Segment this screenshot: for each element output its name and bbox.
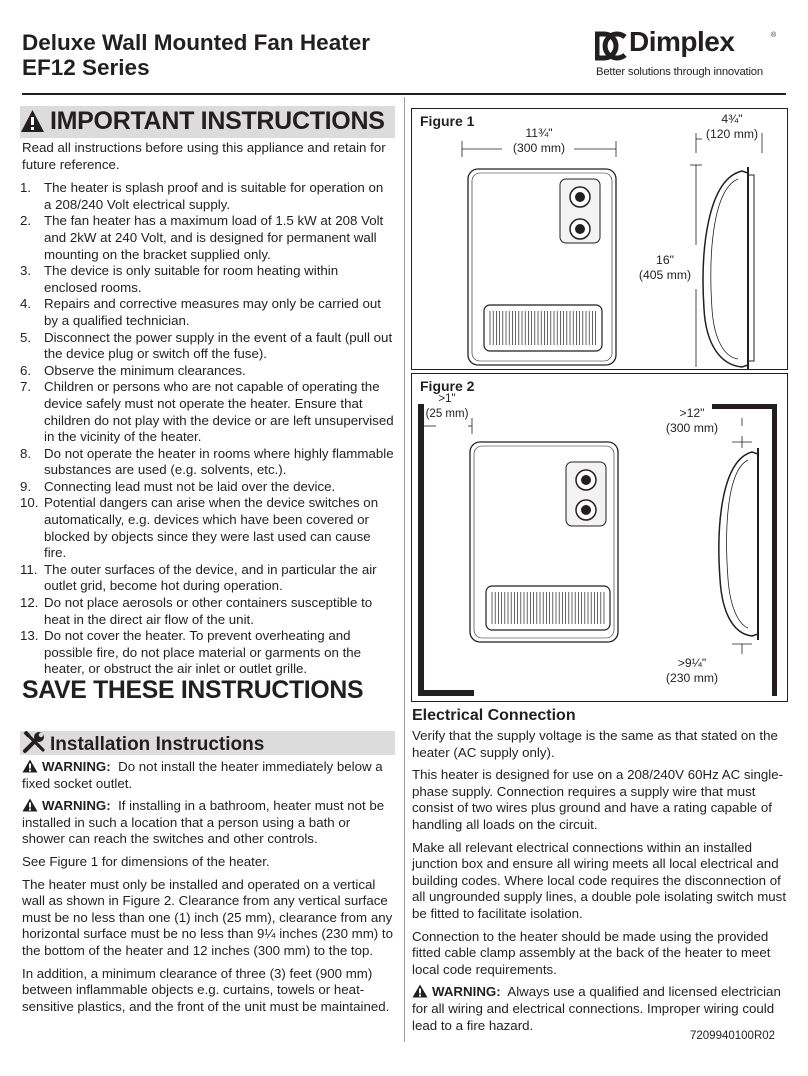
instruction-text: The heater is splash proof and is suitable for operation on a 208/240 Volt electrical supply. xyxy=(44,180,384,212)
instruction-number: 9. xyxy=(20,478,32,494)
figure-1-width-mm: (300 mm) xyxy=(512,141,566,155)
warning-label: WARNING: xyxy=(42,759,111,774)
installation-body xyxy=(22,759,394,1021)
warning-2-text: If installing in a bathroom, heater must not be installed in such a location that a person using a bath or shower can reach the switches and other controls. xyxy=(22,798,385,847)
instruction-number: 12. xyxy=(20,595,39,611)
instruction-number: 10. xyxy=(20,495,39,511)
electrical-body xyxy=(412,728,788,1040)
warning-triangle-icon xyxy=(22,798,38,812)
figure-2-side-mm: (25 mm) xyxy=(425,408,469,420)
document-code: 7209940100R02 xyxy=(690,1030,776,1042)
installation-para-1: See Figure 1 for dimensions of the heater. xyxy=(22,853,270,869)
figure-1-height-mm: (405 mm) xyxy=(638,268,692,282)
instruction-item xyxy=(22,479,394,496)
installation-para-3: In addition, a minimum clearance of three (3) feet (900 mm) between inflammable objects e.g. curtains, towels or heat-sensitive plastics, and the front of the unit must be maintained. xyxy=(22,965,390,1014)
figure-2-bottom-clearance xyxy=(662,656,722,686)
instruction-item xyxy=(22,296,394,329)
figure-2-side-in: >1" xyxy=(438,393,456,405)
electrical-para-3: Make all relevant electrical connections within an installed junction box and ensure all wiring meets all local electrical and building codes. Where local code requires the disconnection of all ungrounded supply lines, a double pole isolating switch must be fitted to facilitate isolation. xyxy=(412,839,787,921)
installation-heading-bar xyxy=(20,731,395,755)
instruction-item xyxy=(22,446,394,479)
important-heading: IMPORTANT INSTRUCTIONS xyxy=(50,107,385,135)
instruction-item xyxy=(22,562,394,595)
instruction-text: The fan heater has a maximum load of 1.5 kW at 208 Volt and 2kW at 240 Volt, and is designed for permanent wall mounting on the bracket supplied only. xyxy=(44,213,384,262)
instruction-item xyxy=(22,363,394,380)
electrical-para-2: This heater is designed for use on a 208/240V 60Hz AC single-phase supply. Connection requires a supply wire that must consist of two wires plus ground and have a rating capable of handling all loads on the circuit. xyxy=(412,767,784,832)
figure-2-top-in: >12" xyxy=(679,406,705,420)
warning-label: WARNING: xyxy=(42,798,111,814)
instruction-number: 2. xyxy=(20,213,32,229)
document-title xyxy=(22,30,370,80)
figure-1-width xyxy=(508,126,570,156)
warning-triangle-icon xyxy=(22,759,38,773)
important-list xyxy=(22,180,394,678)
instruction-item xyxy=(22,628,394,678)
figure-1-drawing xyxy=(412,109,787,369)
brand-name: Dimplex xyxy=(629,26,735,57)
save-instructions-heading: SAVE THESE INSTRUCTIONS xyxy=(22,677,364,704)
warning-triangle-icon xyxy=(20,109,45,133)
electrical-heading: Electrical Connection xyxy=(412,707,576,724)
instruction-item xyxy=(22,330,394,363)
instruction-item xyxy=(22,213,394,263)
instruction-item xyxy=(22,595,394,628)
warning-label: WARNING: xyxy=(432,984,501,1000)
figure-2 xyxy=(411,373,788,702)
installation-heading: Installation Instructions xyxy=(50,734,265,755)
instruction-text: Disconnect the power supply in the event of a fault (pull out the device plug or switch off the fuse). xyxy=(44,329,393,362)
instruction-number: 4. xyxy=(20,296,32,312)
figure-2-side-clearance xyxy=(420,392,474,422)
header-rule xyxy=(22,93,786,95)
instruction-text: Children or persons who are not capable of operating the device safely must not operate the heater. Ensure that children do not play with the device or are left unsupervised in the vicinity of the heater. xyxy=(44,379,394,445)
figure-1-width-in: 11¾" xyxy=(525,126,553,140)
figure-1-depth xyxy=(698,112,766,142)
instruction-number: 11. xyxy=(20,561,38,577)
installation-para-2: The heater must only be installed and operated on a vertical wall as shown in Figure 2. Clearance from any vertical surface must be no less than one (1) inch (25 mm), clearance from any horizontal surface must be no less than 9¼ inches (230 mm) to the bottom of the heater and 12 inches (300 mm) to the top. xyxy=(22,876,394,958)
instruction-number: 13. xyxy=(20,628,39,644)
installation-warning-2 xyxy=(22,798,394,848)
figure-2-bottom-mm: (230 mm) xyxy=(665,671,719,685)
warning-triangle-icon xyxy=(412,984,428,998)
dimplex-logo xyxy=(595,28,780,80)
figure-1-depth-in: 4¾" xyxy=(721,112,743,126)
instruction-item xyxy=(22,180,394,213)
instruction-number: 6. xyxy=(20,362,32,378)
tools-icon xyxy=(22,731,48,755)
instruction-item xyxy=(22,495,394,561)
important-heading-bar xyxy=(20,106,395,138)
electrical-para-1: Verify that the supply voltage is the same as that stated on the heater (AC supply only). xyxy=(412,728,778,760)
figure-2-label: Figure 2 xyxy=(420,378,475,394)
title-line-1: Deluxe Wall Mounted Fan Heater xyxy=(22,30,370,55)
brand-registered: ® xyxy=(771,32,777,39)
instruction-text: Connecting lead must not be laid over the device. xyxy=(44,478,336,494)
column-divider xyxy=(404,97,405,1042)
instruction-text: Do not place aerosols or other containers susceptible to heat in the direct air flow of the unit. xyxy=(44,595,373,627)
figure-2-bottom-in: >9¼" xyxy=(677,656,707,670)
warning-1-text: Do not install the heater immediately below a fixed socket outlet. xyxy=(22,759,383,791)
instruction-text: The outer surfaces of the device, and in particular the air outlet grid, become hot during operation. xyxy=(44,561,377,594)
instruction-text: Repairs and corrective measures may only be carried out by a qualified technician. xyxy=(44,296,382,328)
dimplex-mark-icon xyxy=(595,31,627,61)
figure-2-drawing xyxy=(412,374,787,701)
instruction-number: 7. xyxy=(20,379,32,395)
figure-1-height xyxy=(634,253,696,283)
instruction-item xyxy=(22,379,394,445)
figure-1-label: Figure 1 xyxy=(420,113,475,129)
instruction-number: 1. xyxy=(20,180,32,196)
brand-tagline: Better solutions through innovation xyxy=(596,66,763,78)
instruction-text: The device is only suitable for room heating within enclosed rooms. xyxy=(44,263,339,295)
instruction-number: 3. xyxy=(20,263,32,279)
installation-warning-1 xyxy=(22,759,394,792)
figure-1-depth-mm: (120 mm) xyxy=(705,127,759,141)
instruction-text: Observe the minimum clearances. xyxy=(44,362,246,378)
instruction-number: 8. xyxy=(20,445,32,461)
instruction-number: 5. xyxy=(20,329,32,345)
figure-2-top-clearance xyxy=(662,406,722,436)
figure-1-height-in: 16" xyxy=(656,253,674,267)
instruction-text: Do not operate the heater in rooms where highly flammable substances are used (e.g. solvents, etc.). xyxy=(44,445,394,478)
important-intro: Read all instructions before using this appliance and retain for future reference. xyxy=(22,140,386,172)
instruction-text: Potential dangers can arise when the device switches on automatically, e.g. devices which have been covered or blocked by objects since they were last used can cause fire. xyxy=(44,495,379,561)
figure-2-top-mm: (300 mm) xyxy=(665,421,719,435)
instruction-item xyxy=(22,263,394,296)
electrical-warning-text: Always use a qualified and licensed electrician for all wiring and electrical connections. Improper wiring could lead to a fire hazard. xyxy=(412,984,781,1033)
important-body xyxy=(22,140,394,678)
figure-1 xyxy=(411,108,788,370)
electrical-warning xyxy=(412,984,788,1034)
electrical-para-4: Connection to the heater should be made using the provided fitted cable clamp assembly at the back of the heater to meet local code requirements. xyxy=(412,928,771,977)
instruction-text: Do not cover the heater. To prevent overheating and possible fire, do not place material or garments on the heater, or obstruct the air inlet or outlet grille. xyxy=(44,628,362,677)
title-line-2: EF12 Series xyxy=(22,55,150,80)
